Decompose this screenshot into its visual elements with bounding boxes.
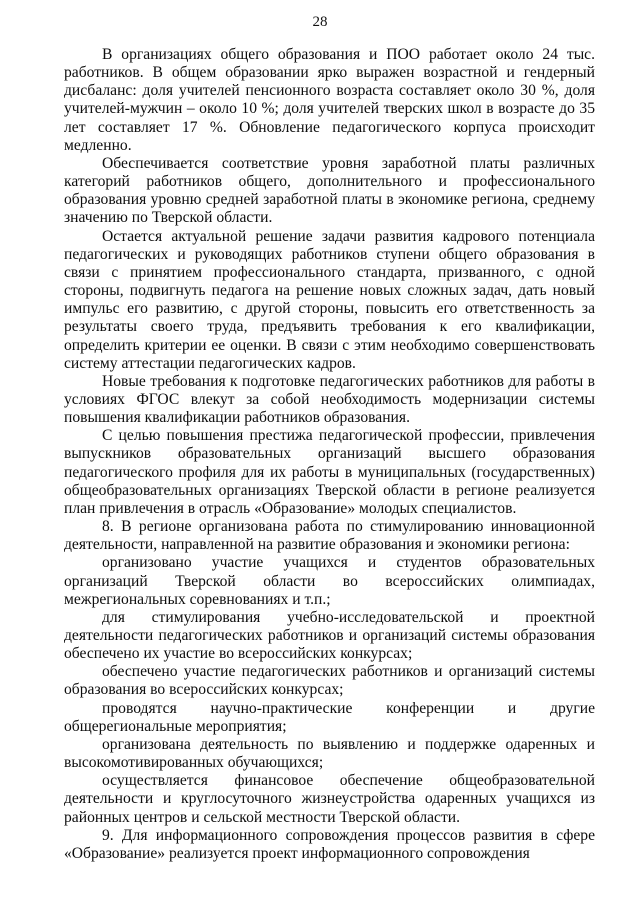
paragraph-staff-statistics: В организациях общего образования и ПОО работает около 24 тыс. работников. В общем образовании ярко выражен возрастной и гендерный дисбаланс: доля учителей пенсионного возраста составляет около 30 %, доля учителей-мужчин – около 10 %; доля учителей тверских школ в возрасте до 35 лет составляет 17 %. Обновление педагогического корпуса происходит медленно. [64, 46, 595, 154]
list-item-financial-support: осуществляется финансовое обеспечение общеобразовательной деятельности и круглосуточного жизнеустройства одаренных учащихся из районных центров и сельской местности Тверской области. [64, 772, 595, 826]
paragraph-personnel-potential: Остается актуальной решение задачи развития кадрового потенциала педагогических и руководящих работников ступени общего образования в связи с принятием профессионального стандарта, призванного, с одной стороны, подвигнуть педагога на решение новых сложных задач, дать новый импульс его развитию, с другой стороны, повысить его ответственность за результаты своего труда, предъявить требования к его квалификации, определить критерии ее оценки. В связи с этим необходимо совершенствовать систему аттестации педагогических кадров. [64, 227, 595, 372]
paragraph-item-8-innovation: 8. В регионе организована работа по стимулированию инновационной деятельности, направленной на развитие образования и экономики региона: [64, 518, 595, 554]
paragraph-salary-level: Обеспечивается соответствие уровня заработной платы различных категорий работников общего, дополнительного и профессионального образования уровню средней заработной платы в экономике региона, среднему значению по Тверской области. [64, 154, 595, 227]
paragraph-fgos-requirements: Новые требования к подготовке педагогических работников для работы в условиях ФГОС влекут за собой необходимость модернизации системы повышения квалификации работников образования. [64, 372, 595, 427]
paragraph-item-9-information: 9. Для информационного сопровождения процессов развития в сфере «Образование» реализуется проект информационного сопровождения [64, 826, 595, 862]
list-item-gifted-support: организована деятельность по выявлению и поддержке одаренных и высокомотивированных обучающихся; [64, 735, 595, 772]
paragraph-profession-prestige: С целью повышения престижа педагогической профессии, привлечения выпускников образовательных организаций высшего образования педагогического профиля для их работы в муниципальных (государственных) общеобразовательных организациях Тверской области в регионе реализуется план привлечения в отрасль «Образование» молодых специалистов. [64, 427, 595, 517]
list-item-conferences: проводятся научно-практические конференции и другие общерегиональные мероприятия; [64, 699, 595, 735]
document-body [64, 46, 595, 863]
page-number: 28 [312, 14, 328, 30]
list-item-research-contests: для стимулирования учебно-исследовательской и проектной деятельности педагогических работников и организаций системы образования обеспечено их участие во всероссийских конкурсах; [64, 608, 595, 663]
list-item-olympiads: организовано участие учащихся и студентов образовательных организаций Тверской области во всероссийских олимпиадах, межрегиональных соревнованиях и т.п.; [64, 554, 595, 608]
list-item-national-contests: обеспечено участие педагогических работников и организаций системы образования во всероссийских конкурсах; [64, 663, 595, 699]
